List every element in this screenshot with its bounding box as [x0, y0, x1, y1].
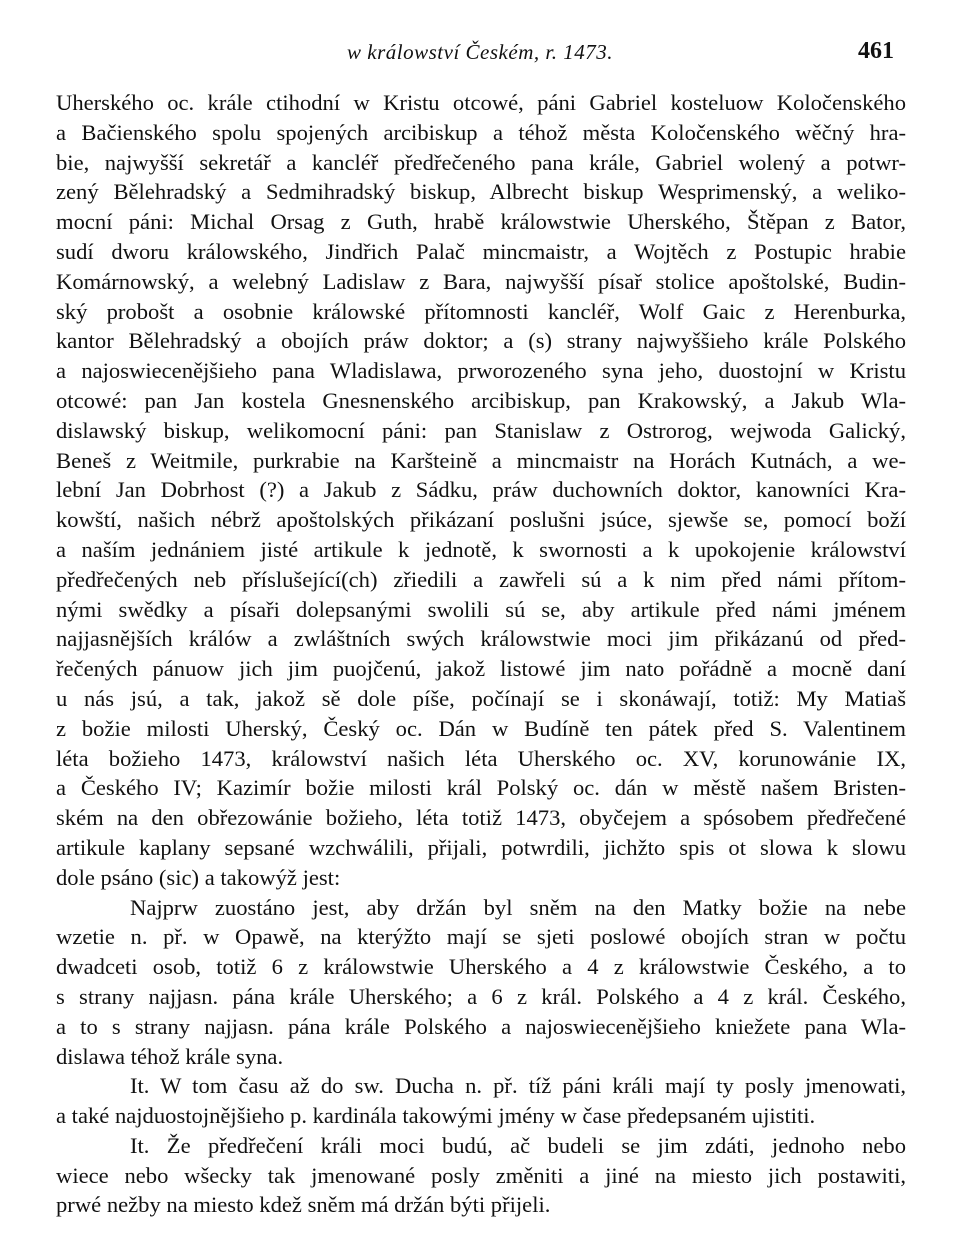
text-line: bie, najwyšší sekretář a kancléř předřečeného pana krále, Gabriel wolený a potwr-: [56, 149, 906, 175]
text-line: kantor Bělehradský a obojích práw doktor; a (s) strany najwyššieho krále Polského: [56, 328, 906, 354]
text-line: Beneš z Weitmile, purkrabie na Karšteině a mincmaistr na Horách Kutnách, a we-: [56, 447, 906, 473]
text-line: wzetie n. př. w Opawě, na kterýžto mají se sjeti poslowé obojích stran w počtu: [56, 924, 906, 950]
text-line: a naším jednániem jisté artikule k jednotě, k swornosti a k upokojenie králowství: [56, 536, 906, 562]
text-line: nými swědky a písaři dolepsanými swolili sú se, aby artikule před námi jménem: [56, 596, 906, 622]
text-line: najjasnějších králów a zwláštních swých králowstwie moci jim přikázanú od před-: [56, 626, 906, 652]
text-line: a Bačienského spolu spojených arcibiskup a téhož města Koločenského wěčný hra-: [56, 119, 906, 145]
text-line: otcowé: pan Jan kostela Gnesnenského arcibiskup, pan Krakowský, a Jakub Wla-: [56, 387, 906, 413]
text-line: u nás jsú, a tak, jakož sě dole píše, počínají se i skonáwají, totiž: My Matiaš: [56, 685, 906, 711]
text-line: artikule kaplany sepsané wzchwálili, přijali, potwrdili, jichžto spis ot slowa k slowu: [56, 834, 906, 860]
text-line: mocní páni: Michal Orsag z Guth, hrabě králowstwie Uherského, Štěpan z Bator,: [56, 209, 906, 235]
page-number: 461: [858, 38, 894, 64]
text-line: dwadceti osob, totiž 6 z králowstwie Uherského a 4 z králowstwie Českého, a to: [56, 954, 906, 980]
text-line: Uherského oc. krále ctihodní w Kristu otcowé, páni Gabriel kosteluow Koločenského: [56, 90, 906, 115]
text-line-paragraph-end: dole psáno (sic) a takowýž jest:: [56, 864, 341, 890]
text-line-paragraph-start: Najprw zuostáno jest, aby držán byl sněm na den Matky božie na nebe: [130, 894, 906, 920]
text-line: z božie milosti Uherský, Český oc. Dán w Budíně ten pátek před S. Valentinem: [56, 715, 906, 741]
text-line: lební Jan Dobrhost (?) a Jakub z Sádku, práw duchowních doktor, kanowníci Kra-: [56, 477, 906, 503]
text-line-paragraph-start: It. W tom času až do sw. Ducha n. př. tíž páni králi mají ty posly jmenowati,: [130, 1073, 906, 1099]
text-line: s strany najjasn. pána krále Uherského; a 6 z král. Polského a 4 z král. Českého,: [56, 983, 906, 1009]
text-line: a Českého IV; Kazimír božie milosti král Polský oc. dán w městě našem Bristen-: [56, 775, 906, 801]
text-line: a najoswiecenějšieho pana Wladislawa, prworozeného syna jeho, duostojní w Kristu: [56, 358, 906, 384]
text-line: wiece nebo wšecky tak jmenowané posly změniti a jiné na miesto jich postawiti,: [56, 1162, 906, 1188]
text-line: Komárnowský, a welebný Ladislaw z Bara, najwyšší písař stolice apoštolské, Budin-: [56, 268, 906, 294]
body-text: [56, 88, 906, 1220]
text-line: dislawský biskup, welikomocní páni: pan Stanislaw z Ostrorog, wejwoda Galický,: [56, 417, 906, 443]
text-line: a to s strany najjasn. pána krále Polského a najoswiecenějšieho kniežete pana Wla-: [56, 1013, 906, 1039]
text-line: řečených pánuow jich jim puojčenú, jakož listowé jim nato pořádně a mocně daní: [56, 656, 906, 682]
text-line: kowští, našich nébrž apoštolských přikázaní poslušni jsúce, sjewše se, pomocí boží: [56, 507, 906, 533]
text-line: zený Bělehradský a Sedmihradský biskup, Albrecht biskup Wesprimenský, a weliko-: [56, 179, 906, 205]
text-line-paragraph-end: dislawa téhož krále syna.: [56, 1043, 284, 1069]
running-title: w králowství Českém, r. 1473.: [347, 40, 613, 64]
text-line: ský probošt a osobnie králowské přítomnosti kancléř, Wolf Gaic z Herenburka,: [56, 298, 906, 324]
text-line: předřečených neb příslušející(ch) zřiedili a zawřeli sú a k nim před námi přítom-: [56, 566, 906, 592]
text-line: léta božieho 1473, králowství našich léta Uherského oc. XV, korunowánie IX,: [56, 745, 906, 771]
text-line: ském na den obřezowánie božieho, léta totiž 1473, obyčejem a spósobem předřečené: [56, 805, 906, 831]
text-line-paragraph-end: a také najduostojnějšieho p. kardinála takowými jmény w čase předepsaném ujistiti.: [56, 1103, 816, 1129]
text-line: sudí dworu králowského, Jindřich Palač mincmaistr, a Wojtěch z Postupic hrabie: [56, 238, 906, 264]
text-line-paragraph-end: prwé nežby na miesto kdež sněm má držán býti přijeli.: [56, 1192, 551, 1218]
text-line-paragraph-start: It. Že předřečení králi moci budú, ač budeli se jim zdáti, jednoho nebo: [130, 1132, 906, 1158]
